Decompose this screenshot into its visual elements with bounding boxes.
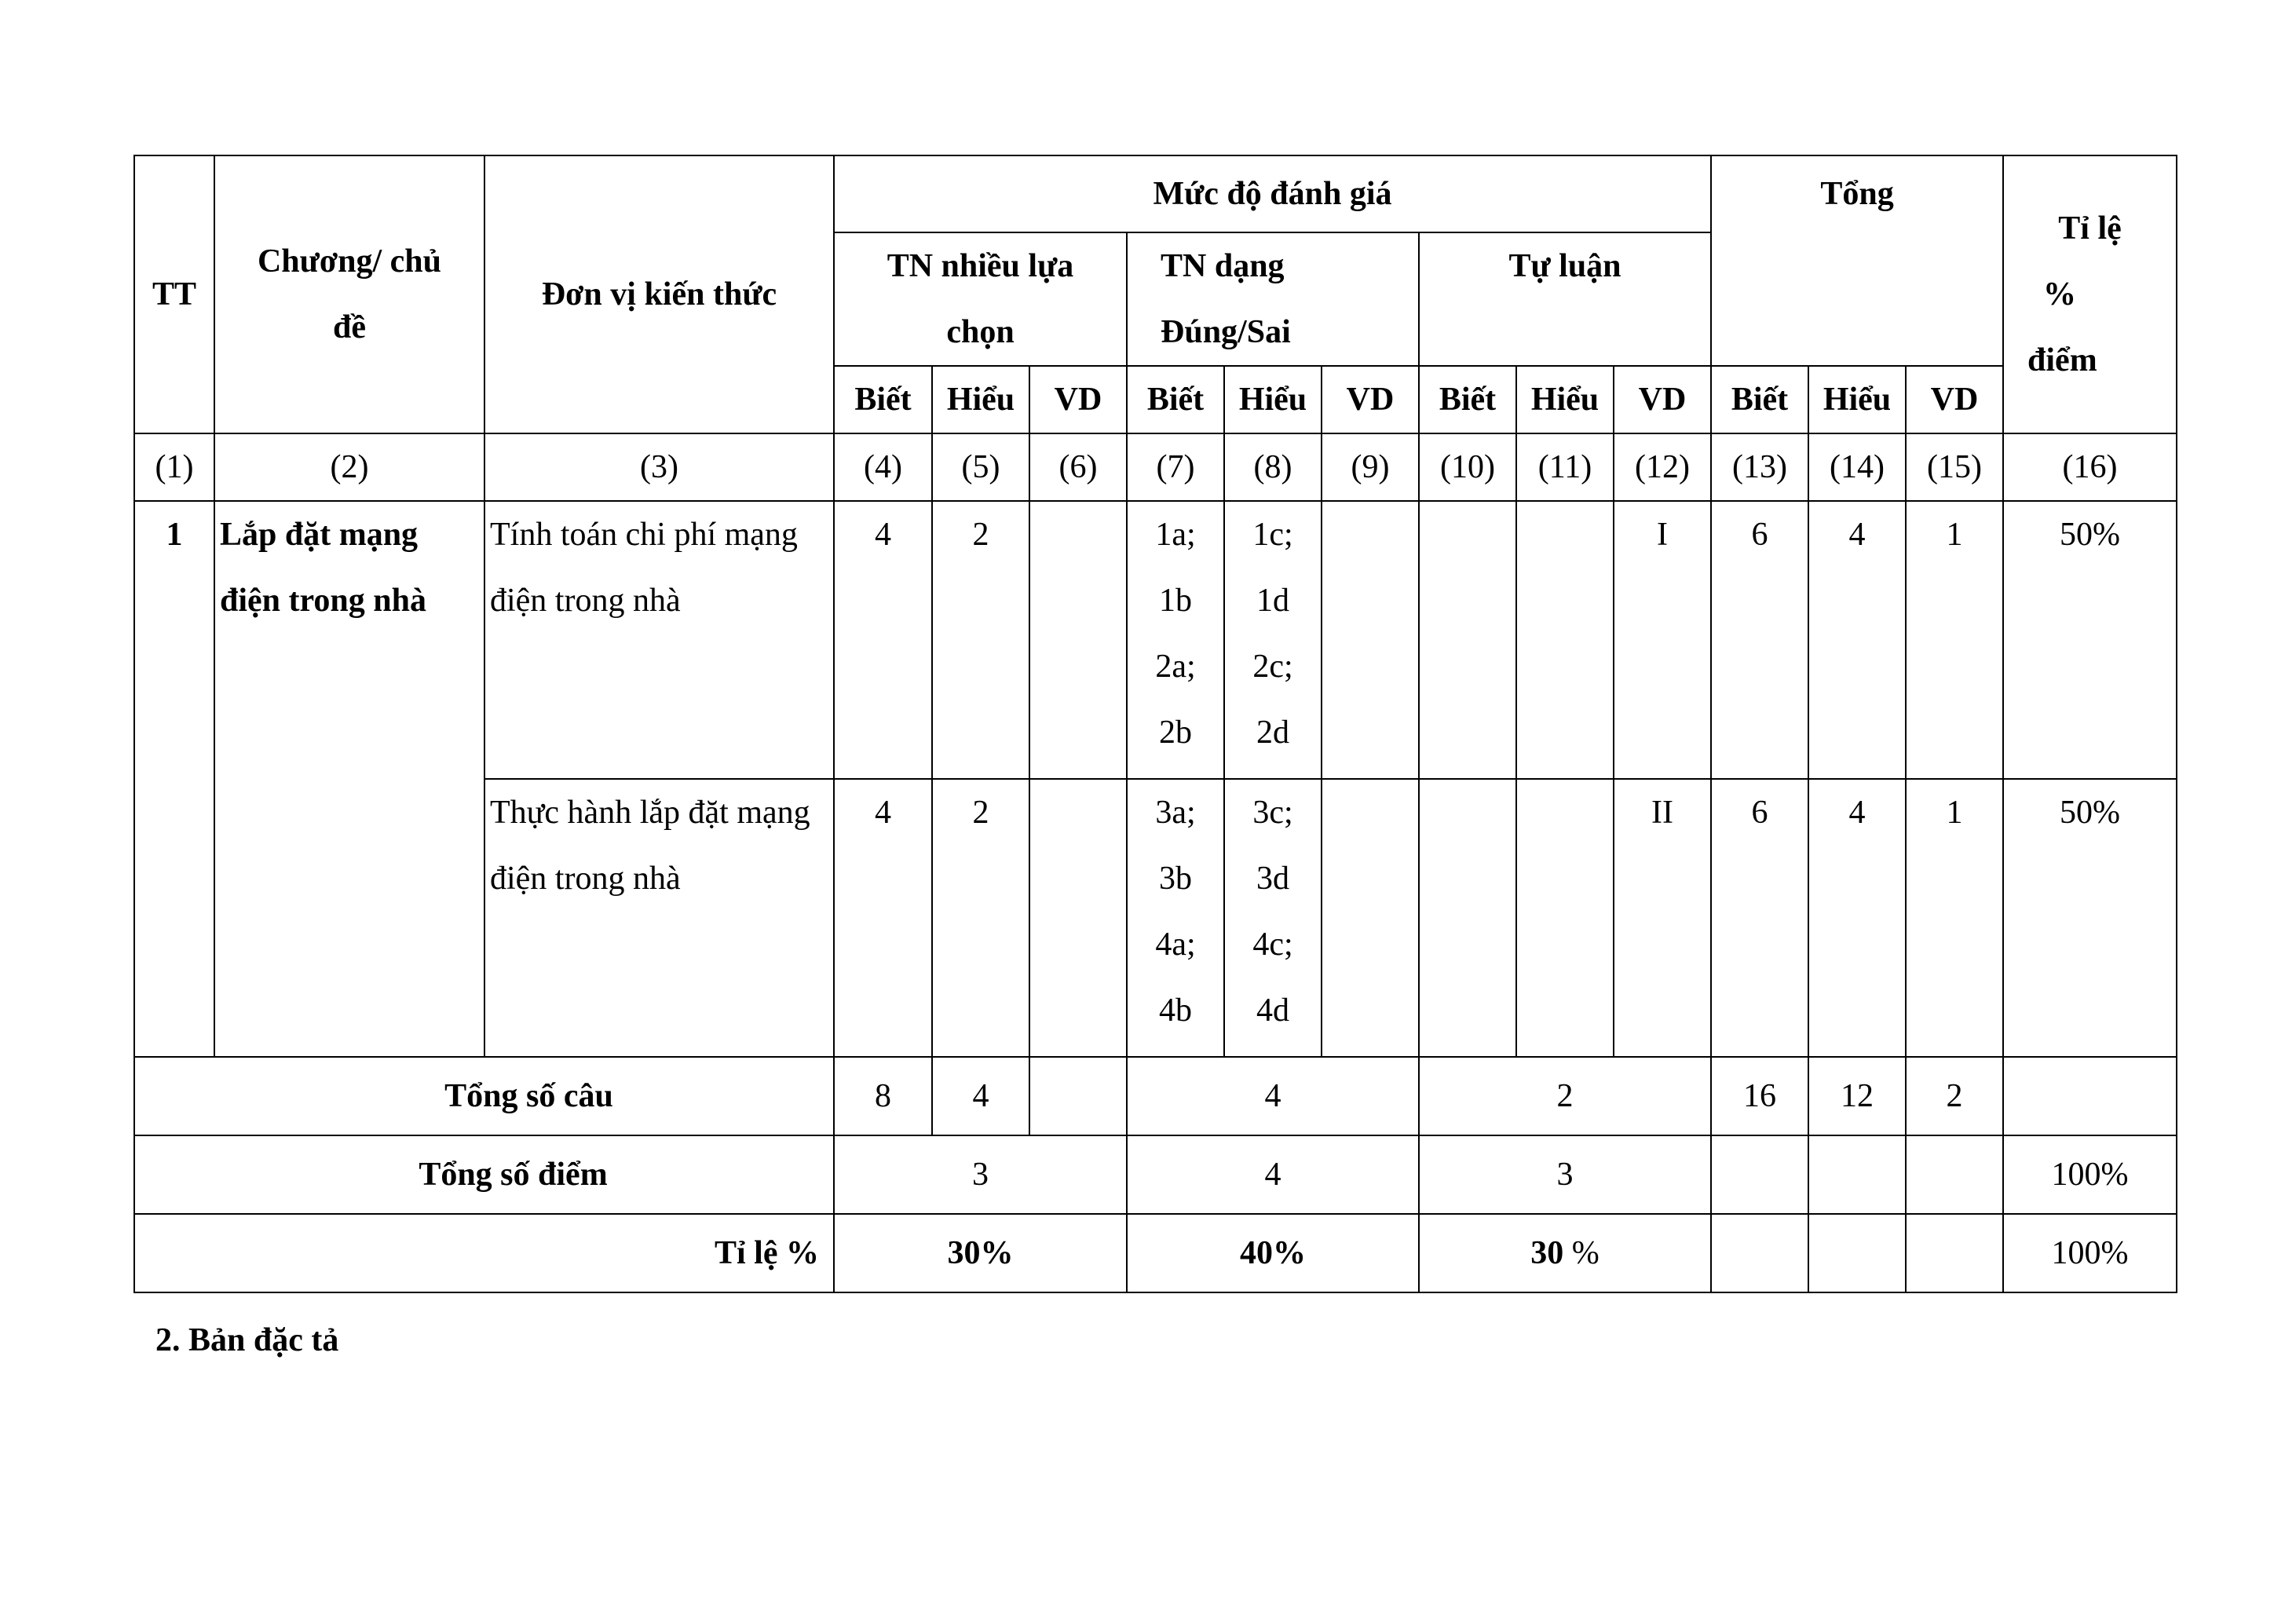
cell-total-biet: 6 [1711,779,1808,1057]
cell-ratio: 50% [2003,501,2177,779]
cell-total-hieu: 4 [1808,779,1906,1057]
header-tt: TT [134,155,214,433]
cell-mc-biet: 8 [834,1057,932,1135]
tf-item: 2b [1159,715,1192,751]
cell-ratio: 100% [2003,1214,2177,1292]
row-unit: Tính toán chi phí mạng điện trong nhà [484,501,834,779]
sub-tf-biet: Biết [1127,366,1224,433]
sub-mc-biet: Biết [834,366,932,433]
cell-tl-vd: I [1614,501,1711,779]
cell-total-biet: 6 [1711,501,1808,779]
sub-mc-hieu: Hiểu [932,366,1029,433]
cell-ratio [2003,1057,2177,1135]
cell-mc-vd [1029,501,1127,779]
tf-item: 1c; [1252,517,1293,553]
cell-essay-total: 2 [1419,1057,1711,1135]
sub-tf-vd: VD [1322,366,1419,433]
tf-item: 1b [1159,583,1192,619]
col-number: (11) [1516,433,1614,501]
sub-tf-hieu: Hiểu [1224,366,1322,433]
tf-item: 4c; [1252,927,1293,963]
header-row-1 [134,155,2177,232]
cell-total-vd: 2 [1906,1057,2003,1135]
col-number: (4) [834,433,932,501]
cell-total-hieu [1808,1214,1906,1292]
sub-total-vd: VD [1906,366,2003,433]
row-unit: Thực hành lắp đặt mạng điện trong nhà [484,779,834,1057]
cell-total-vd [1906,1135,2003,1214]
total-questions-label: Tổng số câu [134,1057,834,1135]
assessment-matrix-table [133,155,2177,1293]
tf-item: 2a; [1155,649,1196,685]
table-row [134,501,2177,779]
tf-item: 1a; [1155,517,1196,553]
sub-tl-vd: VD [1614,366,1711,433]
header-tn-tf-line-1: TN dạng [1161,248,1285,284]
col-number: (2) [214,433,484,501]
column-number-row [134,433,2177,501]
cell-mc-points: 3 [834,1135,1127,1214]
header-tn-mc-line-1: TN nhiều lựa [887,248,1074,284]
cell-tl-hieu [1516,501,1614,779]
percent-label: Tỉ lệ % [134,1214,834,1292]
essay-percent-unit: % [1563,1235,1600,1271]
header-total: Tổng [1711,155,2003,366]
total-questions-row [134,1057,2177,1135]
cell-total-biet: 16 [1711,1057,1808,1135]
col-number: (3) [484,433,834,501]
tf-item: 2d [1256,715,1289,751]
sub-total-hieu: Hiểu [1808,366,1906,433]
col-number: (1) [134,433,214,501]
tf-item: 3d [1256,861,1289,897]
cell-tl-biet [1419,779,1516,1057]
header-tn-tf-line-2: Đúng/Sai [1161,314,1291,350]
col-number: (15) [1906,433,2003,501]
cell-tf-total: 4 [1127,1057,1419,1135]
col-number: (13) [1711,433,1808,501]
header-ratio-line-3: điểm [2027,342,2097,378]
tf-item: 2c; [1252,649,1293,685]
cell-total-vd: 1 [1906,501,2003,779]
cell-mc-hieu: 2 [932,779,1029,1057]
col-number: (12) [1614,433,1711,501]
cell-essay-percent [1419,1214,1711,1292]
cell-tf-hieu [1224,501,1322,779]
col-number: (14) [1808,433,1906,501]
sub-mc-vd: VD [1029,366,1127,433]
cell-mc-vd [1029,779,1127,1057]
header-ratio-line-2: % [2043,276,2077,313]
cell-tf-vd [1322,779,1419,1057]
cell-tl-biet [1419,501,1516,779]
header-chapter-line-1: Chương/ chủ [257,243,442,280]
header-chapter [214,155,484,433]
cell-tf-biet [1127,779,1224,1057]
col-number: (5) [932,433,1029,501]
sub-tl-biet: Biết [1419,366,1516,433]
essay-percent-value: 30 [1530,1235,1564,1271]
cell-mc-hieu: 2 [932,501,1029,779]
header-unit: Đơn vị kiến thức [484,155,834,433]
cell-tf-hieu [1224,779,1322,1057]
header-chapter-line-2: đề [333,309,366,345]
cell-mc-hieu: 4 [932,1057,1029,1135]
header-tn-multiple-choice [834,232,1127,366]
cell-total-biet [1711,1135,1808,1214]
header-essay: Tự luận [1419,232,1711,366]
row-tt: 1 [134,501,214,1057]
cell-total-vd: 1 [1906,779,2003,1057]
cell-mc-vd [1029,1057,1127,1135]
col-number: (6) [1029,433,1127,501]
cell-tl-hieu [1516,779,1614,1057]
cell-mc-biet: 4 [834,779,932,1057]
tf-item: 1d [1256,583,1289,619]
col-number: (9) [1322,433,1419,501]
tf-item: 4b [1159,992,1192,1029]
tf-item: 3b [1159,861,1192,897]
tf-item: 4a; [1155,927,1196,963]
cell-total-hieu: 4 [1808,501,1906,779]
tf-item: 3a; [1155,795,1196,831]
header-tn-true-false [1127,232,1419,366]
header-tn-mc-line-2: chọn [946,314,1015,350]
cell-mc-biet: 4 [834,501,932,779]
col-number: (16) [2003,433,2177,501]
section-heading: 2. Bản đặc tả [155,1322,339,1358]
cell-total-vd [1906,1214,2003,1292]
cell-total-hieu: 12 [1808,1057,1906,1135]
cell-tf-points: 4 [1127,1135,1419,1214]
cell-ratio: 50% [2003,779,2177,1057]
col-number: (8) [1224,433,1322,501]
cell-total-hieu [1808,1135,1906,1214]
cell-total-biet [1711,1214,1808,1292]
header-ratio [2003,155,2177,433]
cell-tl-vd: II [1614,779,1711,1057]
cell-ratio: 100% [2003,1135,2177,1214]
header-ratio-line-1: Tỉ lệ [2058,210,2122,247]
total-points-label: Tổng số điểm [134,1135,834,1214]
percent-row [134,1214,2177,1292]
cell-essay-points: 3 [1419,1135,1711,1214]
col-number: (10) [1419,433,1516,501]
sub-tl-hieu: Hiểu [1516,366,1614,433]
total-points-row [134,1135,2177,1214]
row-chapter: Lắp đặt mạng điện trong nhà [214,501,484,1057]
tf-item: 3c; [1252,795,1293,831]
cell-tf-biet [1127,501,1224,779]
tf-item: 4d [1256,992,1289,1029]
cell-tf-percent: 40% [1127,1214,1419,1292]
cell-mc-percent: 30% [834,1214,1127,1292]
col-number: (7) [1127,433,1224,501]
sub-total-biet: Biết [1711,366,1808,433]
header-assessment-level: Mức độ đánh giá [834,155,1711,232]
cell-tf-vd [1322,501,1419,779]
